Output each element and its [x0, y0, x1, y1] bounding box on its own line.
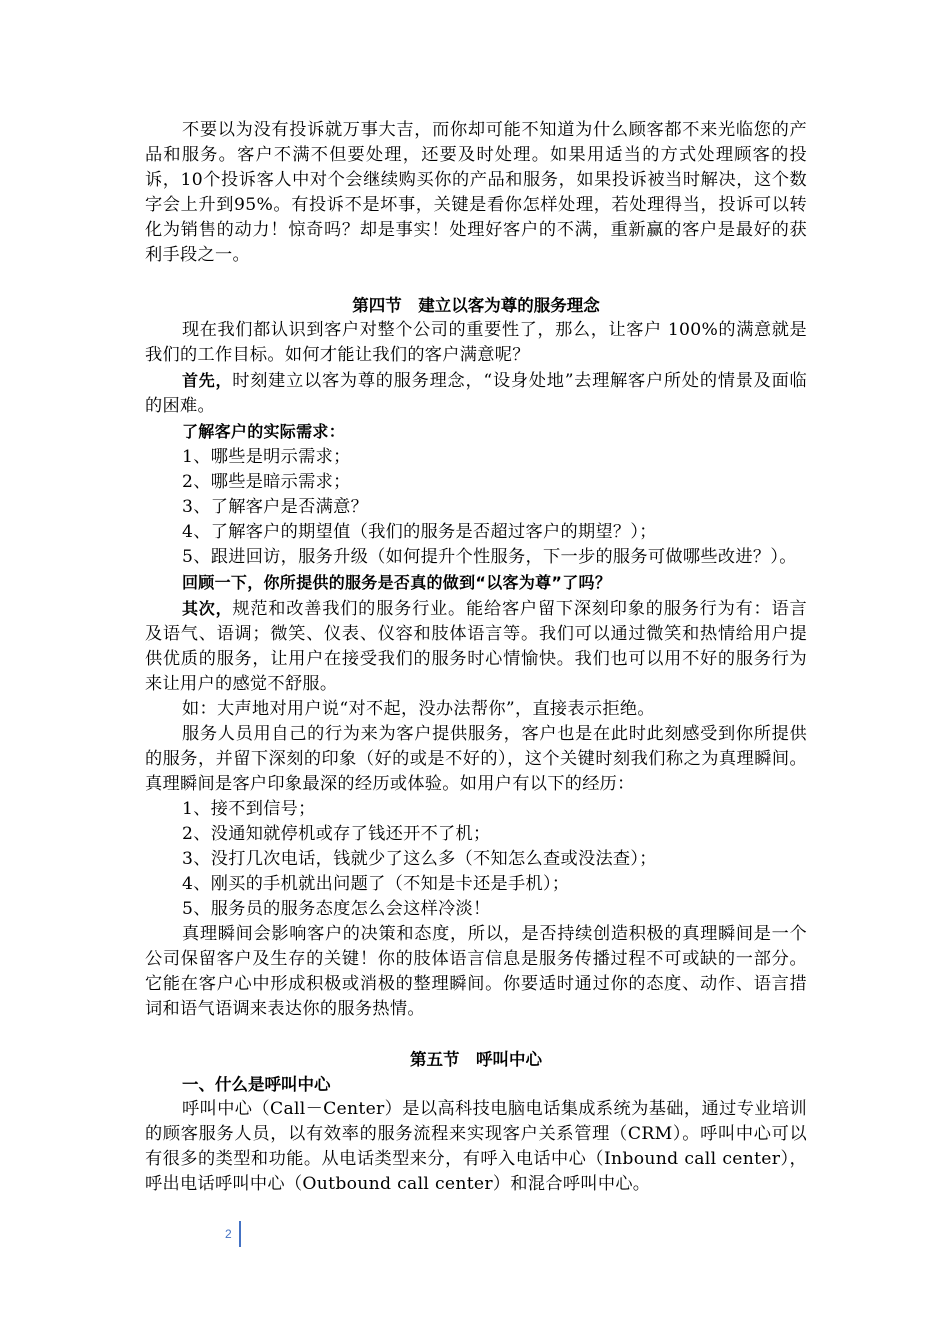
section-4-paragraph-4: 如：大声地对用户说“对不起，没办法帮你”，直接表示拒绝。 [182, 699, 655, 719]
page-number: 2 [225, 1227, 232, 1241]
section-4-paragraph-6: 真理瞬间会影响客户的决策和态度，所以，是否持续创造积极的真理瞬间是一个公司保留客户及生存的关键！你的肢体语言信息是服务传播过程不可或缺的一部分。它能在客户心中形成积极或消极的整理瞬间。你要适时通过你的态度、动作、语言措词和语气语调来表达你的服务热情。 [145, 924, 807, 1019]
first-text: 时刻建立以客为尊的服务理念，“设身处地”去理解客户所处的情景及面临的困难。 [145, 371, 807, 416]
need-item: 1、哪些是明示需求； [182, 447, 351, 467]
review-question: 回顾一下，你所提供的服务是否真的做到“以客为尊”了吗？ [182, 573, 612, 592]
experience-item: 2、没通知就停机或存了钱还开不了机； [182, 824, 491, 844]
section-4-title: 第四节 建立以客为尊的服务理念 [352, 296, 600, 315]
section-4-paragraph-5: 服务人员用自己的行为来为客户提供服务，客户也是在此时此刻感受到你所提供的服务，并留下深刻的印象（好的或是不好的），这个关键时刻我们称之为真理瞬间。真理瞬间是客户印象最深的经历或体验。如用户有以下的经历： [145, 724, 807, 794]
experience-item: 4、刚买的手机就出问题了（不知是卡还是手机）； [182, 874, 570, 894]
need-item: 4、了解客户的期望值（我们的服务是否超过客户的期望？）； [182, 522, 657, 542]
section-5-paragraph-1: 呼叫中心（Call－Center）是以高科技电脑电话集成系统为基础，通过专业培训的顾客服务人员，以有效率的服务流程来实现客户关系管理（CRM）。呼叫中心可以有很多的类型和功能。从电话类型来分，有呼入电话中心（Inbound call center），呼出电话呼叫中心（Outbound call center）和混合呼叫中心。 [145, 1099, 807, 1194]
need-item: 2、哪些是暗示需求； [182, 472, 351, 492]
experience-item: 5、服务员的服务态度怎么会这样冷淡！ [182, 899, 491, 919]
section-5-title: 第五节 呼叫中心 [410, 1050, 542, 1069]
second-text: 规范和改善我们的服务行业。能给客户留下深刻印象的服务行为有：语言及语气、语调；微笑、仪表、仪容和肢体语言等。我们可以通过微笑和热情给用户提供优质的服务，让用户在接受我们的服务时心情愉快。我们也可以用不好的服务行为来让用户的感觉不舒服。 [145, 599, 807, 694]
experience-item: 3、没打几次电话，钱就少了这么多（不知怎么查或没法查）； [182, 849, 657, 869]
section-5-subtitle: 一、什么是呼叫中心 [182, 1075, 331, 1094]
section-4-paragraph-3 [145, 596, 807, 697]
first-label: 首先， [182, 371, 233, 390]
section-4-paragraph-2 [145, 368, 807, 419]
document-body [145, 118, 807, 1197]
experience-item: 1、接不到信号； [182, 799, 316, 819]
second-label: 其次， [182, 599, 233, 618]
need-item: 5、跟进回访，服务升级（如何提升个性服务，下一步的服务可做哪些改进？）。 [182, 547, 797, 567]
section-4-paragraph-1: 现在我们都认识到客户对整个公司的重要性了，那么，让客户 100%的满意就是我们的工作目标。如何才能让我们的客户满意呢？ [145, 320, 807, 365]
need-item: 3、了解客户是否满意？ [182, 497, 369, 517]
footer-divider [239, 1221, 241, 1247]
needs-heading: 了解客户的实际需求： [182, 422, 346, 441]
intro-paragraph: 不要以为没有投诉就万事大吉，而你却可能不知道为什么顾客都不来光临您的产品和服务。客户不满不但要处理，还要及时处理。如果用适当的方式处理顾客的投诉，10个投诉客人中对个会继续购买你的产品和服务，如果投诉被当时解决，这个数字会上升到95%。有投诉不是坏事，关键是看你怎样处理，若处理得当，投诉可以转化为销售的动力！惊奇吗？却是事实！处理好客户的不满，重新赢的客户是最好的获利手段之一。 [145, 120, 807, 265]
